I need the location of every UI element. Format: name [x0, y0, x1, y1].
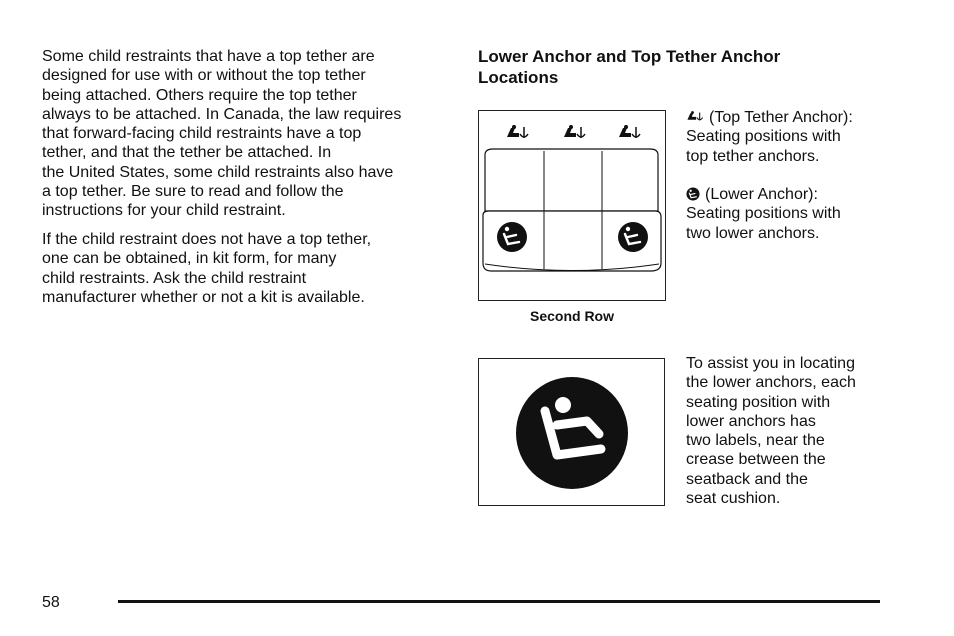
lower-anchor-icon — [618, 222, 648, 252]
top-tether-anchor-icon — [564, 125, 585, 138]
seat-diagram-drawing — [479, 111, 664, 299]
paragraph-tether-kit: If the child restraint does not have a top tether, one can be obtained, in kit form, for many child restraints. Ask the child restraint manufacturer whether or not a kit is available. — [42, 231, 372, 306]
lower-anchor-icon — [497, 222, 527, 252]
lower-anchor-symbol-figure — [478, 358, 665, 506]
top-tether-legend: (Top Tether Anchor): Seating positions with top tether anchors. — [686, 109, 853, 165]
second-row-seat-diagram — [478, 110, 666, 301]
lower-anchor-symbol-icon — [479, 359, 663, 504]
top-tether-anchor-icon — [686, 109, 704, 124]
lower-anchor-icon — [686, 187, 700, 201]
lower-anchor-label-description: To assist you in locating the lower anchors, each seating position with lower anchors has two labels, near the crease between the seatback and the seat cushion. — [686, 355, 856, 508]
page-number: 58 — [42, 594, 60, 611]
section-heading: Lower Anchor and Top Tether Anchor Locations — [478, 47, 781, 87]
lower-anchor-legend: (Lower Anchor): Seating positions with two lower anchors. — [686, 186, 841, 242]
footer-rule — [118, 600, 880, 603]
top-tether-anchor-icon — [619, 125, 640, 138]
paragraph-top-tether-usage: Some child restraints that have a top tether are designed for use with or without the top tether being attached. Others require the top tether always to be attached. In Canada, the law requires that forward-facing child restraints have a top tether, and that the tether be attached. In the United States, some child restraints also have a top tether. Be sure to read and follow the instructions for your child restraint. — [42, 48, 402, 220]
figure-caption: Second Row — [529, 308, 614, 324]
top-tether-anchor-icon — [507, 125, 528, 138]
